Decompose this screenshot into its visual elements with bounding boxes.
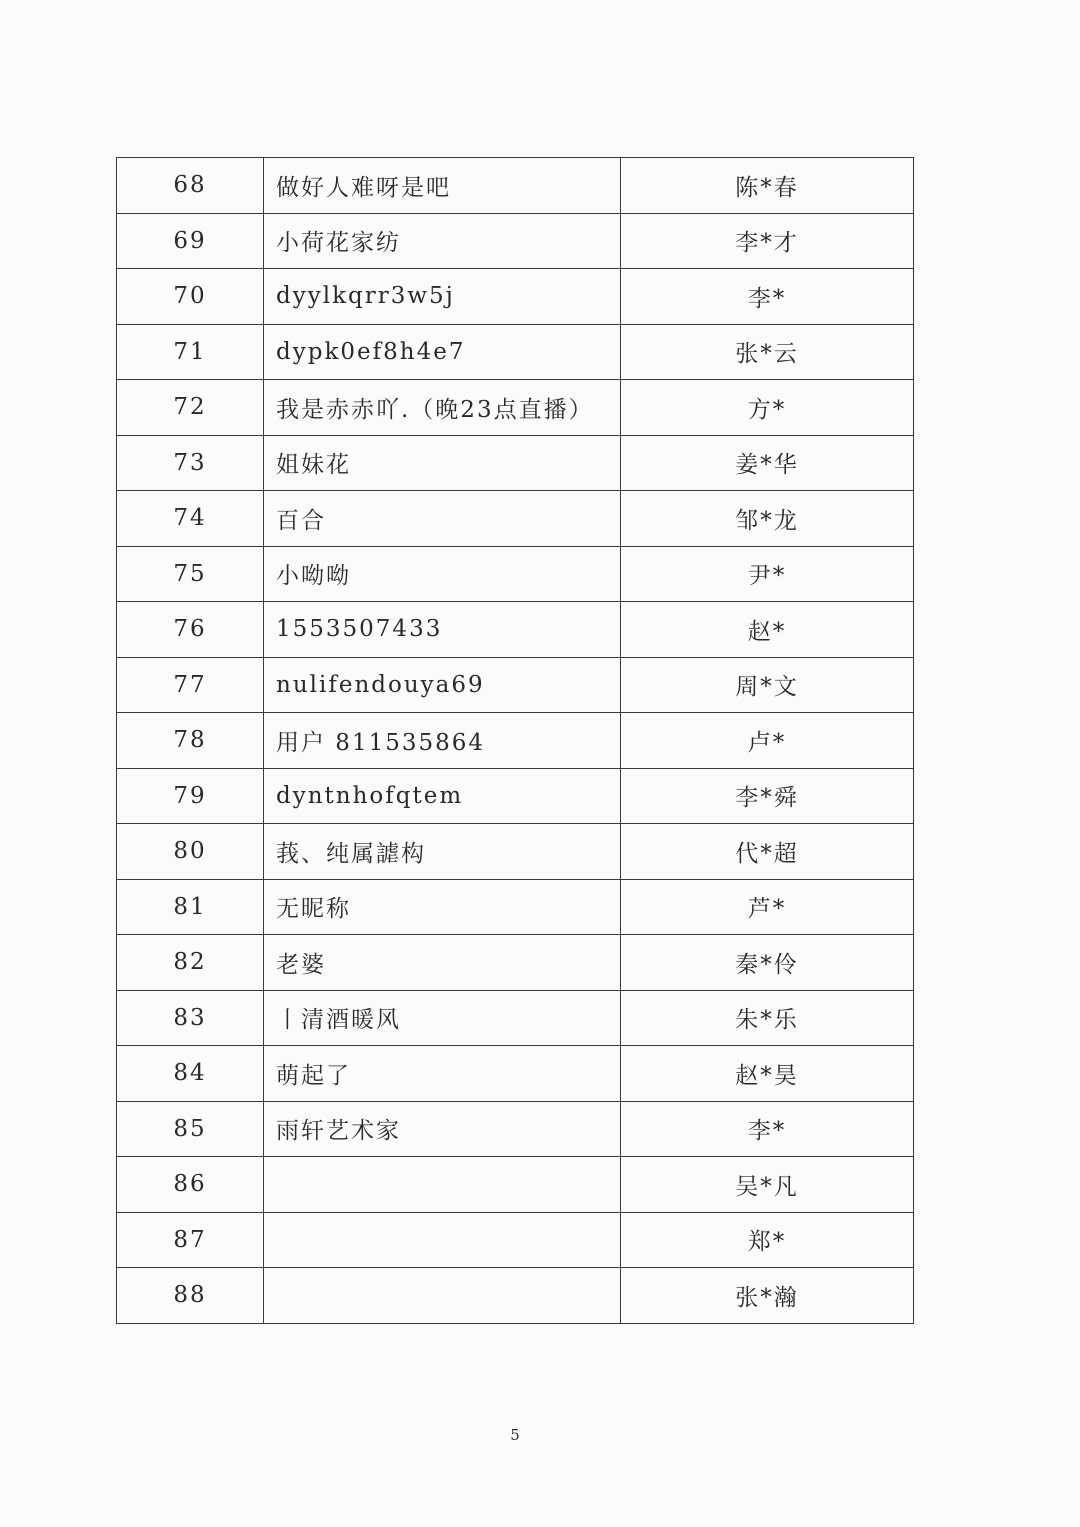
name-cell: 邹*龙: [621, 491, 914, 547]
row-number-cell: 70: [117, 269, 264, 325]
name-cell: 郑*: [621, 1212, 914, 1268]
account-cell: 姐妹花: [264, 435, 621, 491]
page-number: 5: [510, 1426, 520, 1444]
name-cell: 李*: [621, 1101, 914, 1157]
row-number-cell: 69: [117, 213, 264, 269]
table-row: [117, 546, 914, 602]
table-row: [117, 213, 914, 269]
name-cell: 张*瀚: [621, 1268, 914, 1324]
table-row: [117, 1046, 914, 1102]
name-cell: 赵*昊: [621, 1046, 914, 1102]
account-cell: 小荷花家纺: [264, 213, 621, 269]
row-number-cell: 71: [117, 324, 264, 380]
row-number-cell: 86: [117, 1157, 264, 1213]
name-cell: 张*云: [621, 324, 914, 380]
table-row: [117, 435, 914, 491]
name-cell: 卢*: [621, 713, 914, 769]
table-row: [117, 713, 914, 769]
name-cell: 秦*伶: [621, 935, 914, 991]
row-number-cell: 85: [117, 1101, 264, 1157]
row-number-cell: 74: [117, 491, 264, 547]
row-number-cell: 84: [117, 1046, 264, 1102]
row-number-cell: 77: [117, 657, 264, 713]
roster-table-body: [117, 158, 914, 1324]
row-number-cell: 79: [117, 768, 264, 824]
account-cell: 莪、纯属謔构: [264, 824, 621, 880]
table-row: [117, 491, 914, 547]
account-cell: 雨轩艺术家: [264, 1101, 621, 1157]
table-row: [117, 879, 914, 935]
name-cell: 尹*: [621, 546, 914, 602]
account-cell: 我是赤赤吖.（晚23点直播）: [264, 380, 621, 436]
row-number-cell: 76: [117, 602, 264, 658]
row-number-cell: 83: [117, 990, 264, 1046]
table-row: [117, 269, 914, 325]
account-cell: [264, 1268, 621, 1324]
account-cell: 百合: [264, 491, 621, 547]
row-number-cell: 82: [117, 935, 264, 991]
table-row: [117, 1212, 914, 1268]
row-number-cell: 88: [117, 1268, 264, 1324]
name-cell: 李*才: [621, 213, 914, 269]
table-row: [117, 990, 914, 1046]
name-cell: 陈*春: [621, 158, 914, 214]
account-cell: dyylkqrr3w5j: [264, 269, 621, 325]
name-cell: 周*文: [621, 657, 914, 713]
name-cell: 芦*: [621, 879, 914, 935]
table-row: [117, 158, 914, 214]
account-cell: 丨清酒暖风: [264, 990, 621, 1046]
name-cell: 姜*华: [621, 435, 914, 491]
account-cell: dypk0ef8h4e7: [264, 324, 621, 380]
table-row: [117, 602, 914, 658]
table-row: [117, 935, 914, 991]
account-cell: dyntnhofqtem: [264, 768, 621, 824]
table-row: [117, 380, 914, 436]
row-number-cell: 68: [117, 158, 264, 214]
row-number-cell: 73: [117, 435, 264, 491]
name-cell: 朱*乐: [621, 990, 914, 1046]
table-row: [117, 324, 914, 380]
table-row: [117, 1101, 914, 1157]
row-number-cell: 80: [117, 824, 264, 880]
row-number-cell: 81: [117, 879, 264, 935]
row-number-cell: 78: [117, 713, 264, 769]
account-cell: 做好人难呀是吧: [264, 158, 621, 214]
account-cell: 无昵称: [264, 879, 621, 935]
name-cell: 方*: [621, 380, 914, 436]
name-cell: 吴*凡: [621, 1157, 914, 1213]
account-cell: 萌起了: [264, 1046, 621, 1102]
name-cell: 赵*: [621, 602, 914, 658]
row-number-cell: 75: [117, 546, 264, 602]
account-cell: 老婆: [264, 935, 621, 991]
account-cell: nulifendouya69: [264, 657, 621, 713]
account-cell: 1553507433: [264, 602, 621, 658]
table-row: [117, 657, 914, 713]
roster-table: [116, 157, 914, 1324]
account-cell: 用户 811535864: [264, 713, 621, 769]
table-row: [117, 1157, 914, 1213]
table-row: [117, 768, 914, 824]
table-row: [117, 824, 914, 880]
account-cell: [264, 1157, 621, 1213]
name-cell: 代*超: [621, 824, 914, 880]
name-cell: 李*: [621, 269, 914, 325]
table-row: [117, 1268, 914, 1324]
row-number-cell: 87: [117, 1212, 264, 1268]
account-cell: [264, 1212, 621, 1268]
name-cell: 李*舜: [621, 768, 914, 824]
row-number-cell: 72: [117, 380, 264, 436]
account-cell: 小呦呦: [264, 546, 621, 602]
